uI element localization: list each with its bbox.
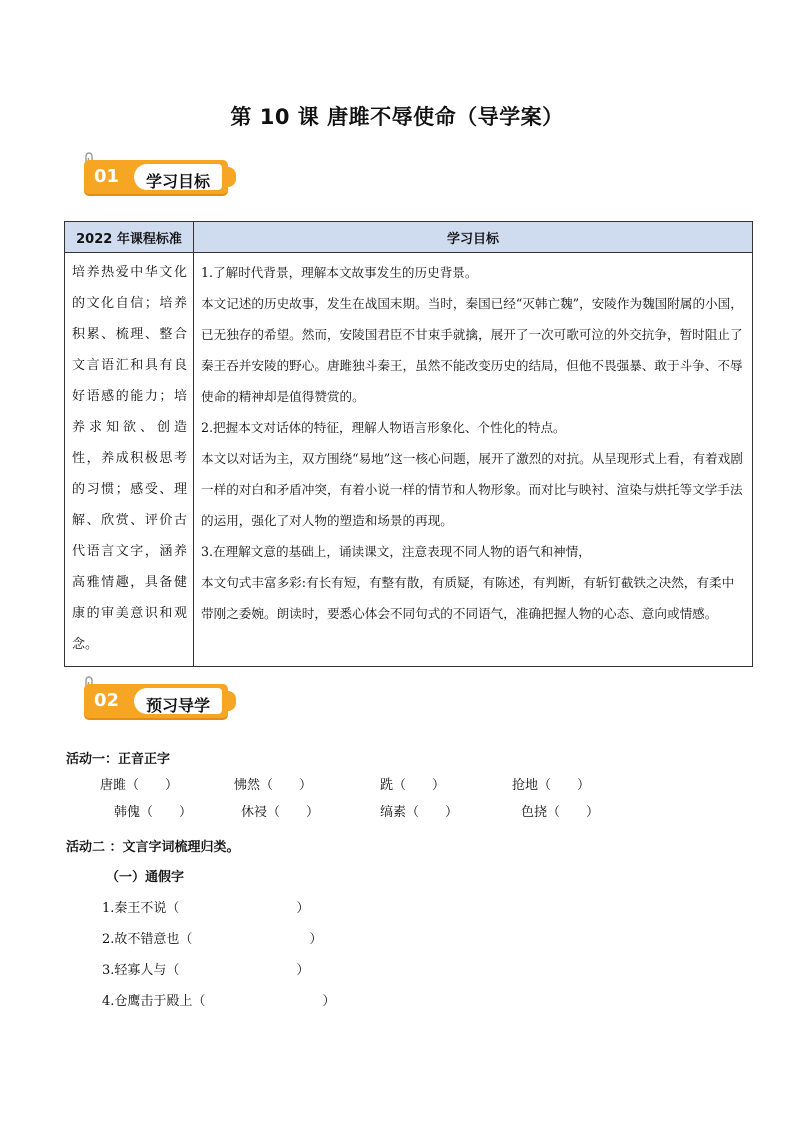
standard-cell: 培养热爱中华文化的文化自信；培养积累、梳理、整合文言语汇和具有良好语感的能力；培养求知欲、创造性，养成积极思考的习惯；感受、理解、欣赏、评价古代语言文字，涵养高雅情趣，具备健康的审美意识和观念。 <box>65 253 194 667</box>
section-number: 02 <box>94 690 120 711</box>
goal-line: 1.了解时代背景，理解本文故事发生的历史背景。 <box>201 265 478 280</box>
page-title: 第 10 课 唐雎不辱使命（导学案） <box>230 105 564 129</box>
goal-line: 本文句式丰富多彩:有长有短，有整有散，有质疑，有陈述，有判断，有斩钉截铁之决然，有柔中带刚之委婉。朗读时，要悉心体会不同句式的不同语气，准确把握人物的心态、意向或情感。 <box>201 575 735 621</box>
section-label: 学习目标 <box>146 172 211 191</box>
section-number: 01 <box>94 166 120 187</box>
goal-line: 3.在理解文意的基础上，诵读课文，注意表现不同人物的语气和神情， <box>201 544 591 559</box>
section-label: 预习导学 <box>146 696 211 715</box>
section-header-preview <box>80 674 236 720</box>
question-item: 3.轻寡人与（ ） <box>102 963 310 978</box>
pinyin-item: 韩傀（ ） <box>114 805 193 820</box>
question-item: 2.故不错意也（ ） <box>102 932 323 947</box>
section-header-objectives <box>80 150 236 196</box>
question-item: 1.秦王不说（ ） <box>102 901 310 916</box>
pinyin-item: 跣（ ） <box>380 778 446 793</box>
activity2-title: 活动二 ：文言字词梳理归类。 <box>66 840 240 855</box>
pinyin-item: 缟素（ ） <box>380 805 459 820</box>
pinyin-item: 怫然（ ） <box>234 778 313 793</box>
col-header-standard: 2022 年课程标准 <box>65 222 194 253</box>
question-item: 4.仓鹰击于殿上（ ） <box>102 994 336 1009</box>
col-header-goals: 学习目标 <box>194 222 753 253</box>
subheading-tongjiazi: （一）通假字 <box>106 870 185 885</box>
pinyin-item: 色挠（ ） <box>521 805 600 820</box>
activity1-title: 活动一：正音正字 <box>66 752 171 767</box>
goal-line: 本文以对话为主，双方围绕“易地”这一核心问题，展开了激烈的对抗。从呈现形式上看，有着戏剧一样的对白和矛盾冲突，有着小说一样的情节和人物形象。而对比与映衬、渲染与烘托等文学手法的运用，强化了对人物的塑造和场景的再现。 <box>201 451 743 528</box>
objectives-table <box>64 221 753 667</box>
pinyin-item: 唐雎（ ） <box>100 778 179 793</box>
pinyin-item: 抢地（ ） <box>512 778 591 793</box>
goal-line: 2.把握本文对话体的特征，理解人物语言形象化、个性化的特点。 <box>201 420 566 435</box>
goals-cell <box>194 253 753 667</box>
goal-line: 本文记述的历史故事，发生在战国末期。当时，秦国已经“灭韩亡魏”，安陵作为魏国附属的小国，已无独存的希望。然而，安陵国君臣不甘束手就擒，展开了一次可歌可泣的外交抗争，暂时阻止了秦王吞并安陵的野心。唐雎独斗秦王，虽然不能改变历史的结局，但他不畏强暴、敢于斗争、不辱使命的精神却是值得赞赏的。 <box>201 296 743 404</box>
pinyin-item: 休祲（ ） <box>241 805 320 820</box>
